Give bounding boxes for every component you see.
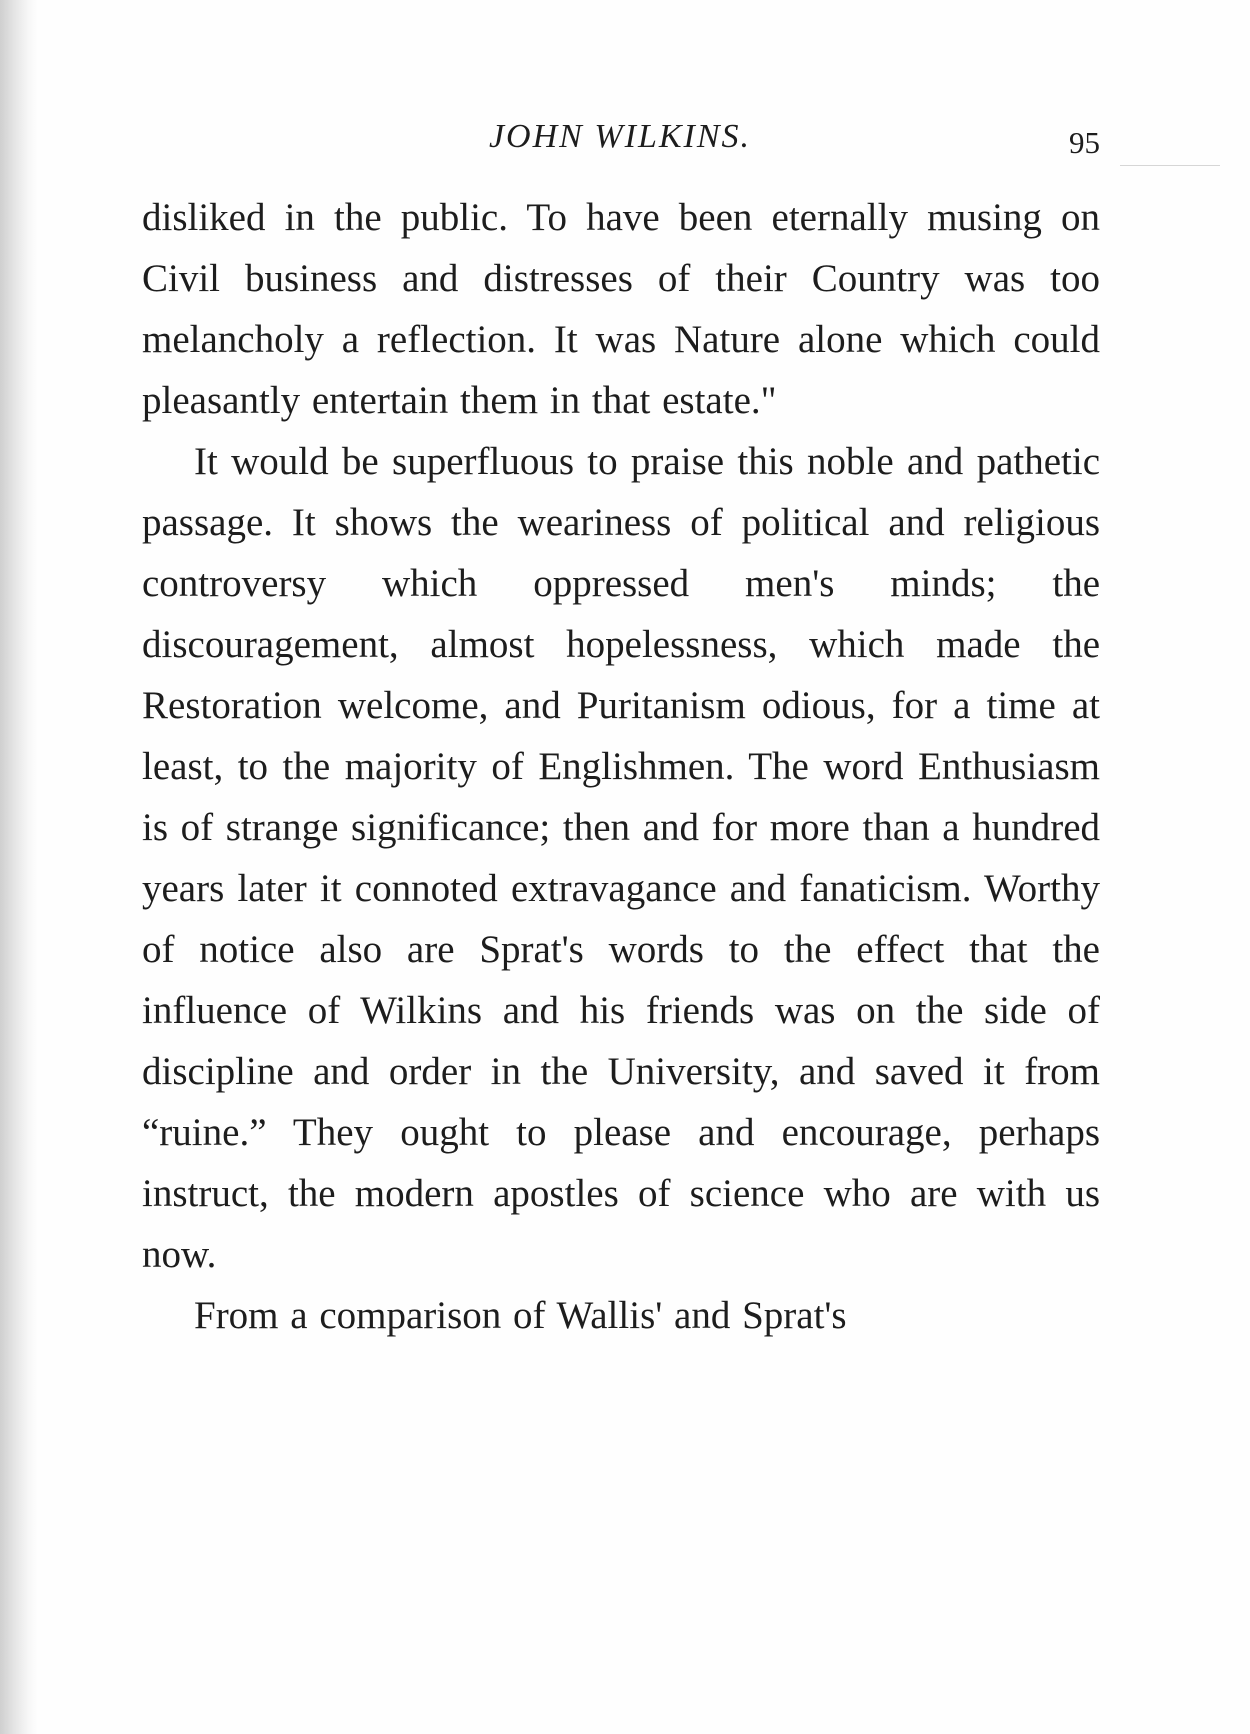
- text-line: the modern apostles of science who are with: [287, 1172, 1047, 1215]
- paragraph: [142, 1285, 1100, 1346]
- text-line: of political and religious controversy which: [142, 501, 1100, 605]
- body-text: [142, 187, 1100, 1346]
- text-line: Country was too melancholy a reflection. It: [142, 257, 1101, 361]
- text-line: entertain them in that estate.": [311, 379, 777, 422]
- text-line: From a comparison of Wallis' and Sprat's: [194, 1294, 847, 1337]
- text-line: connoted extravagance and fanaticism. Worthy: [354, 867, 1100, 910]
- text-line: was Nature alone which could pleasantly: [142, 318, 1100, 422]
- header-rule: [1120, 165, 1220, 166]
- text-line: It would be superfluous to praise this noble: [194, 440, 894, 483]
- text-line: musing on Civil business and distresses of their: [142, 196, 1101, 300]
- text-line: and pathetic passage. It shows the weariness: [142, 440, 1101, 544]
- text-line: least, to the majority of Englishmen. The word: [142, 745, 904, 788]
- page-header: [140, 112, 1100, 162]
- text-line: University, and saved it from “ruine.” They: [142, 1050, 1100, 1154]
- text-line: that the influence of Wilkins and his friends: [142, 928, 1100, 1032]
- text-line: was on the side of discipline and order in the: [142, 989, 1101, 1093]
- page-number: 95: [1069, 125, 1100, 160]
- text-line: disliked in the public. To have been eternally: [142, 196, 908, 239]
- text-line: and for more than a hundred years later it: [142, 806, 1101, 910]
- text-line: Enthusiasm is of strange significance; then: [142, 745, 1101, 849]
- text-line: us now.: [142, 1172, 1100, 1276]
- paragraph: [142, 431, 1100, 1285]
- text-line: welcome, and Puritanism odious, for a time at: [337, 684, 1101, 727]
- text-line: ought to please and encourage, perhaps instruct,: [142, 1111, 1100, 1215]
- paragraph-continued: [142, 187, 1100, 431]
- text-line: of notice also are Sprat's words to the effect: [142, 928, 945, 971]
- running-head: JOHN WILKINS.: [488, 118, 752, 155]
- text-line: oppressed men's minds; the discouragement,: [142, 562, 1101, 666]
- text-line: almost hopelessness, which made the Restoration: [142, 623, 1101, 727]
- page-gutter-shadow: [0, 0, 38, 1734]
